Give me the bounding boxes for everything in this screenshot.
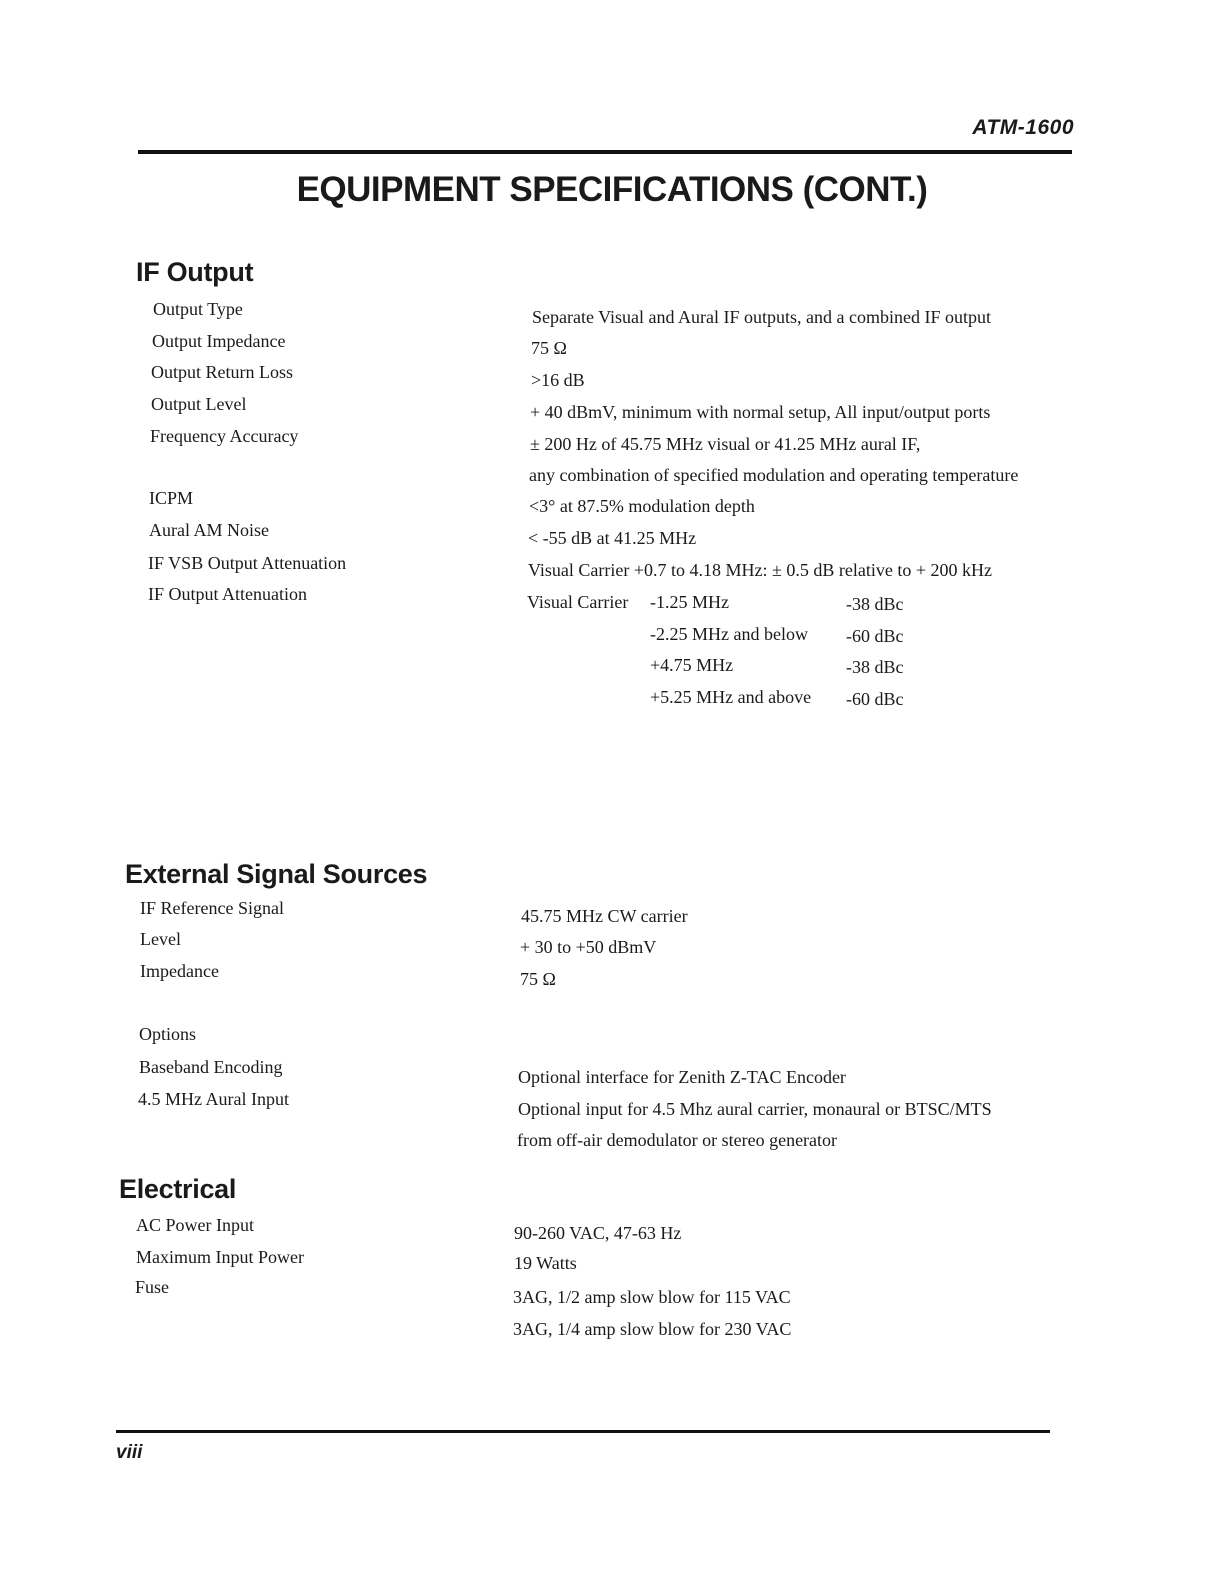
attenuation-level: -60 dBc bbox=[846, 626, 904, 646]
spec-label: Fuse bbox=[135, 1277, 170, 1297]
spec-label: Output Level bbox=[151, 394, 247, 414]
spec-label: Maximum Input Power bbox=[136, 1247, 304, 1267]
spec-value: any combination of specified modulation and operating temperature bbox=[529, 465, 1019, 485]
spec-label: Output Type bbox=[153, 299, 243, 319]
spec-value: 45.75 MHz CW carrier bbox=[521, 906, 688, 926]
spec-label: IF Reference Signal bbox=[140, 898, 284, 918]
spec-value: 3AG, 1/2 amp slow blow for 115 VAC bbox=[513, 1287, 791, 1307]
spec-value: Optional interface for Zenith Z-TAC Encoder bbox=[518, 1067, 846, 1087]
spec-value: < -55 dB at 41.25 MHz bbox=[528, 528, 697, 548]
spec-value: 90-260 VAC, 47-63 Hz bbox=[514, 1223, 682, 1243]
section-heading-electrical: Electrical bbox=[119, 1174, 237, 1204]
spec-value: Separate Visual and Aural IF outputs, and a combined IF output bbox=[532, 307, 992, 327]
spec-label: Baseband Encoding bbox=[139, 1057, 283, 1077]
spec-label: ICPM bbox=[149, 488, 194, 508]
page-title: EQUIPMENT SPECIFICATIONS (CONT.) bbox=[296, 170, 928, 209]
spec-value: Optional input for 4.5 Mhz aural carrier, monaural or BTSC/MTS bbox=[518, 1099, 992, 1119]
section-heading-external-signal-sources: External Signal Sources bbox=[125, 859, 428, 889]
attenuation-freq: +4.75 MHz bbox=[650, 655, 734, 675]
spec-label: Aural AM Noise bbox=[149, 520, 269, 540]
page-number: viii bbox=[116, 1442, 143, 1463]
spec-label: AC Power Input bbox=[136, 1215, 254, 1235]
spec-label: Level bbox=[140, 929, 181, 949]
spec-label: Options bbox=[139, 1024, 197, 1044]
spec-label: Output Return Loss bbox=[151, 362, 293, 382]
spec-value: Visual Carrier +0.7 to 4.18 MHz: ± 0.5 dB relative to + 200 kHz bbox=[528, 560, 993, 580]
spec-value: 3AG, 1/4 amp slow blow for 230 VAC bbox=[513, 1319, 792, 1339]
document-model-header: ATM-1600 bbox=[972, 116, 1074, 139]
attenuation-prefix: Visual Carrier bbox=[527, 592, 629, 612]
spec-label: IF Output Attenuation bbox=[148, 584, 307, 604]
top-rule bbox=[138, 150, 1072, 154]
attenuation-level: -60 dBc bbox=[846, 689, 904, 709]
spec-value: + 30 to +50 dBmV bbox=[520, 937, 657, 957]
spec-value: <3° at 87.5% modulation depth bbox=[529, 496, 755, 516]
bottom-rule bbox=[116, 1430, 1050, 1433]
spec-value: from off-air demodulator or stereo generator bbox=[517, 1130, 838, 1150]
spec-value: >16 dB bbox=[531, 370, 585, 390]
spec-value: 75 Ω bbox=[531, 338, 567, 358]
attenuation-level: -38 dBc bbox=[846, 657, 904, 677]
spec-value: + 40 dBmV, minimum with normal setup, All input/output ports bbox=[530, 402, 991, 422]
attenuation-freq: +5.25 MHz and above bbox=[650, 687, 812, 707]
spec-value: ± 200 Hz of 45.75 MHz visual or 41.25 MHz aural IF, bbox=[530, 434, 921, 454]
spec-value: 75 Ω bbox=[520, 969, 556, 989]
attenuation-level: -38 dBc bbox=[846, 594, 904, 614]
spec-label: Frequency Accuracy bbox=[150, 426, 299, 446]
spec-label: Output Impedance bbox=[152, 331, 286, 351]
spec-label: IF VSB Output Attenuation bbox=[148, 553, 347, 573]
spec-label: 4.5 MHz Aural Input bbox=[138, 1089, 289, 1109]
section-heading-if-output: IF Output bbox=[136, 257, 254, 287]
attenuation-freq: -1.25 MHz bbox=[650, 592, 729, 612]
attenuation-freq: -2.25 MHz and below bbox=[650, 624, 808, 644]
spec-label: Impedance bbox=[140, 961, 219, 981]
spec-value: 19 Watts bbox=[514, 1253, 577, 1273]
